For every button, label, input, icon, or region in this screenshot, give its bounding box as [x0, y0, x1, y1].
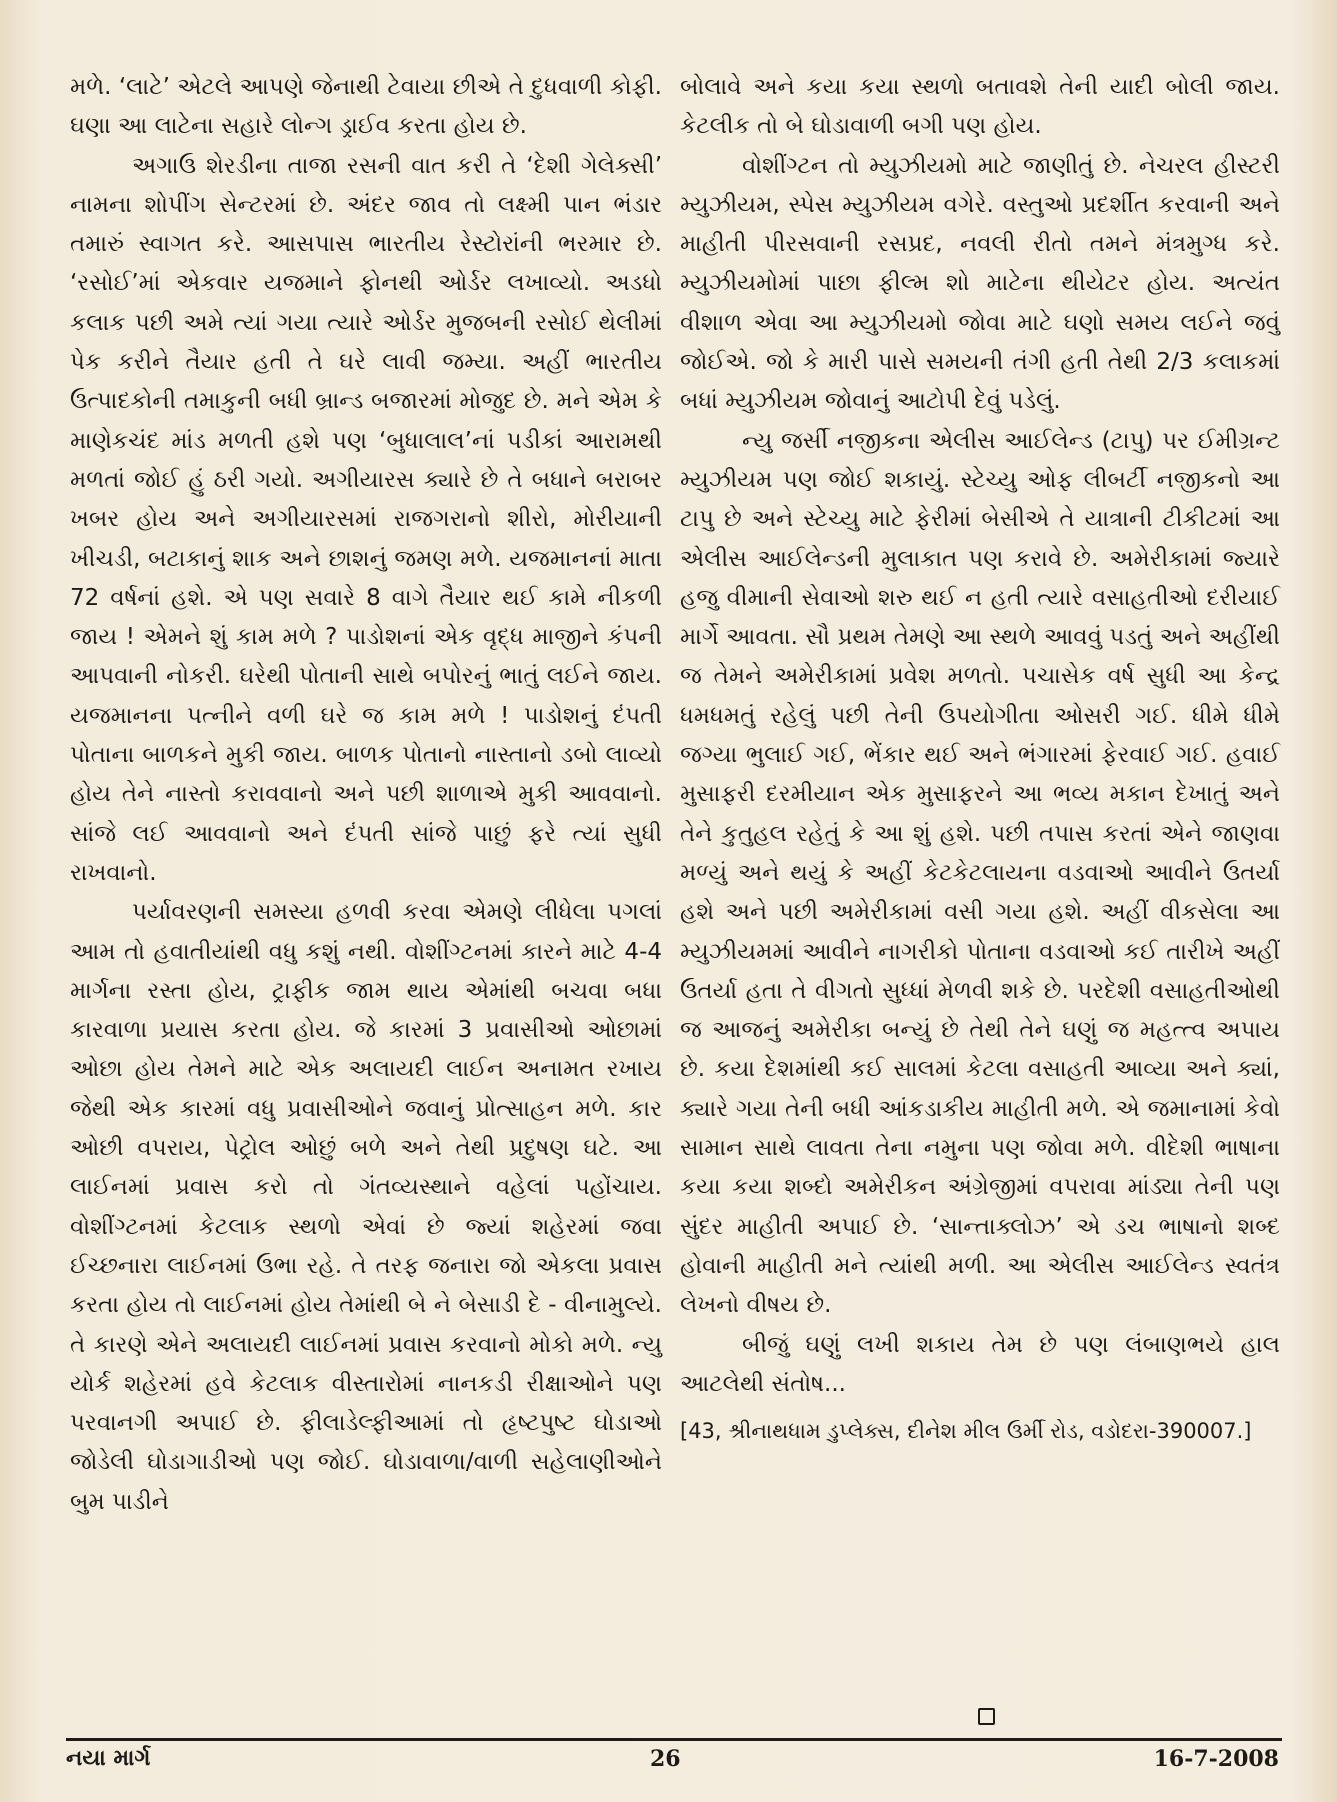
paragraph: મળે. ‘લાટે’ એટલે આપણે જેનાથી ટેવાયા છીએ તે દુધવાળી કોફી. ઘણા આ લાટેના સહારે લોન્ગ ડ્રાઈવ કરતા હોય છે. — [70, 74, 662, 140]
end-of-article-box-icon — [978, 1708, 995, 1725]
paragraph: પર્યાવરણની સમસ્યા હળવી કરવા એમણે લીધેલા પગલાં આમ તો હવાતીયાંથી વધુ કશું નથી. વોશીંગ્ટનમાં કારને માટે 4-4 માર્ગના રસ્તા હોય, ટ્રાફીક જામ થાય એમાંથી બચવા બધા કારવાળા પ્રયાસ કરતા હોય. જે કારમાં 3 પ્રવાસીઓ ઓછામાં ઓછા હોય તેમને માટે એક અલાયદી લાઈન અનામત રખાય જેથી એક કારમાં વધુ પ્રવાસીઓને જવાનું પ્રોત્સાહન મળે. કાર ઓછી વપરાય, પેટ્રોલ ઓછું બળે અને તેથી પ્રદુષણ ઘટે. આ લાઈનમાં પ્રવાસ કરો તો ગંતવ્યસ્થાને વહેલાં પહોંચાય. વોશીંગ્ટનમાં કેટલાક સ્થળો એવાં છે જ્યાં શહેરમાં જવા ઈચ્છનારા લાઈનમાં ઉભા રહે. તે તરફ જનારા જો એકલા પ્રવાસ કરતા હોય તો લાઈનમાં હોય તેમાંથી બે ને બેસાડી દે - વીનામુલ્યે. તે કારણે એને અલાયદી લાઈનમાં પ્રવાસ કરવાનો મોકો મળે. ન્યુ યોર્ક શહેરમાં હવે કેટલાક વીસ્તારોમાં નાનકડી રીક્ષાઓને પણ પરવાનગી અપાઈ છે. ફીલાડેલ્ફીઆમાં તો હૃષ્ટપુષ્ટ ઘોડાઓ જોડેલી ઘોડાગાડીઓ પણ જોઈ. ઘોડાવાળા/વાળી સહેલાણીઓને બુમ પાડીને — [70, 899, 662, 1515]
footer-divider — [66, 1738, 1282, 1741]
right-column — [680, 68, 1280, 1448]
left-column — [70, 68, 662, 1522]
paragraph: બીજું ઘણું લખી શકાય તેમ છે પણ લંબાણભયે હાલ આટલેથી સંતોષ... — [680, 1331, 1280, 1397]
paragraph: વોશીંગ્ટન તો મ્યુઝીયમો માટે જાણીતું છે. નેચરલ હીસ્ટરી મ્યુઝીયમ, સ્પેસ મ્યુઝીયમ વગેરે. વસ્તુઓ પ્રદર્શીત કરવાની અને માહીતી પીરસવાની રસપ્રદ, નવલી રીતો તમને મંત્રમુગ્ધ કરે. મ્યુઝીયમોમાં પાછા ફીલ્મ શો માટેના થીયેટર હોય. અત્યંત વીશાળ એવા આ મ્યુઝીયમો જોવા માટે ઘણો સમય લઈને જવું જોઈએ. જો કે મારી પાસે સમયની તંગી હતી તેથી 2/3 કલાકમાં બધાં મ્યુઝીયમ જોવાનું આટોપી દેવું પડેલું. — [680, 152, 1280, 415]
publication-name: નયા માર્ગ — [66, 1746, 151, 1771]
paragraph: અગાઉ શેરડીના તાજા રસની વાત કરી તે ‘દેશી ગેલેક્સી’ નામના શોપીંગ સેન્ટરમાં છે. અંદર જાવ તો લક્ષ્મી પાન ભંડાર તમારું સ્વાગત કરે. આસપાસ ભારતીય રેસ્ટોરાંની ભરમાર છે. ‘રસોઈ’માં એકવાર યજમાને ફોનથી ઓર્ડર લખાવ્યો. અડધો કલાક પછી અમે ત્યાં ગયા ત્યારે ઓર્ડર મુજબની રસોઈ થેલીમાં પેક કરીને તૈયાર હતી તે ઘરે લાવી જમ્યા. અહીં ભારતીય ઉત્પાદકોની તમાકુની બધી બ્રાન્ડ બજારમાં મોજુદ છે. મને એમ કે માણેકચંદ માંડ મળતી હશે પણ ‘બુધાલાલ’નાં પડીકાં આરામથી મળતાં જોઈ હું ઠરી ગયો. અગીયારસ ક્યારે છે તે બધાને બરાબર ખબર હોય અને અગીયારસમાં રાજગરાનો શીરો, મોરીયાની ખીચડી, બટાકાનું શાક અને છાશનું જમણ મળે. યજમાનનાં માતા 72 વર્ષનાં હશે. એ પણ સવારે 8 વાગે તૈયાર થઈ કામે નીકળી જાય ! એમને શું કામ મળે ? પાડોશનાં એક વૃદ્ધ માજીને કંપની આપવાની નોકરી. ઘરેથી પોતાની સાથે બપોરનું ભાતું લઈને જાય. યજમાનના પત્નીને વળી ઘરે જ કામ મળે ! પાડોશનું દંપતી પોતાના બાળકને મુકી જાય. બાળક પોતાનો નાસ્તાનો ડબો લાવ્યો હોય તેને નાસ્તો કરાવવાનો અને પછી શાળાએ મુકી આવવાનો. સાંજે લઈ આવવાનો અને દંપતી સાંજે પાછું ફરે ત્યાં સુધી રાખવાનો. — [70, 152, 662, 886]
paragraph: બોલાવે અને કયા કયા સ્થળો બતાવશે તેની યાદી બોલી જાય. કેટલીક તો બે ઘોડાવાળી બગી પણ હોય. — [680, 74, 1280, 140]
issue-date: 16-7-2008 — [1153, 1746, 1279, 1772]
author-address: [43, શ્રીનાથધામ ડુપ્લેક્સ, દીનેશ મીલ ઉર્મી રોડ, વડોદરા-390007.] — [680, 1419, 1252, 1444]
paragraph: ન્યુ જર્સી નજીકના એલીસ આઈલેન્ડ (ટાપુ) પર ઈમીગ્રન્ટ મ્યુઝીયમ પણ જોઈ શકાયું. સ્ટેચ્યુ ઓફ લીબર્ટી નજીકનો આ ટાપુ છે અને સ્ટેચ્યુ માટે ફેરીમાં બેસીએ તે યાત્રાની ટીકીટમાં આ એલીસ આઈલેન્ડની મુલાકાત પણ કરાવે છે. અમેરીકામાં જ્યારે હજુ વીમાની સેવાઓ શરુ થઈ ન હતી ત્યારે વસાહતીઓ દરીયાઈ માર્ગે આવતા. સૌ પ્રથમ તેમણે આ સ્થળે આવવું પડતું અને અહીંથી જ તેમને અમેરીકામાં પ્રવેશ મળતો. પચાસેક વર્ષ સુધી આ કેન્દ્ર ધમધમતું રહેલું પછી તેની ઉપયોગીતા ઓસરી ગઈ. ધીમે ધીમે જગ્યા ભુલાઈ ગઈ, ભેંકાર થઈ અને ભંગારમાં ફેરવાઈ ગઈ. હવાઈ મુસાફરી દરમીયાન એક મુસાફરને આ ભવ્ય મકાન દેખાતું અને તેને કુતુહલ રહેતું કે આ શું હશે. પછી તપાસ કરતાં એને જાણવા મળ્યું અને થયું કે અહીં કેટકેટલાયના વડવાઓ આવીને ઉતર્યા હશે અને પછી અમેરીકામાં વસી ગયા હશે. અહીં વીકસેલા આ મ્યુઝીયમમાં આવીને નાગરીકો પોતાના વડવાઓ કઈ તારીખે અહીં ઉતર્યા હતા તે વીગતો સુધ્ધાં મેળવી શકે છે. પરદેશી વસાહતીઓથી જ આજનું અમેરીકા બન્યું છે તેથી તેને ઘણું જ મહત્ત્વ અપાય છે. કયા દેશમાંથી કઈ સાલમાં કેટલા વસાહતી આવ્યા અને ક્યાં, ક્યારે ગયા તેની બધી આંકડાકીય માહીતી મળે. એ જમાનામાં કેવો સામાન સાથે લાવતા તેના નમુના પણ જોવા મળે. વીદેશી ભાષાના કયા કયા શબ્દો અમેરીકન અંગ્રેજીમાં વપરાવા માંડ્યા તેની પણ સુંદર માહીતી અપાઈ છે. ‘સાન્તાક્લોઝ’ એ ડચ ભાષાનો શબ્દ હોવાની માહીતી મને ત્યાંથી મળી. આ એલીસ આઈલેન્ડ સ્વતંત્ર લેખનો વીષય છે. — [680, 427, 1280, 1319]
page-number: 26 — [650, 1746, 681, 1772]
